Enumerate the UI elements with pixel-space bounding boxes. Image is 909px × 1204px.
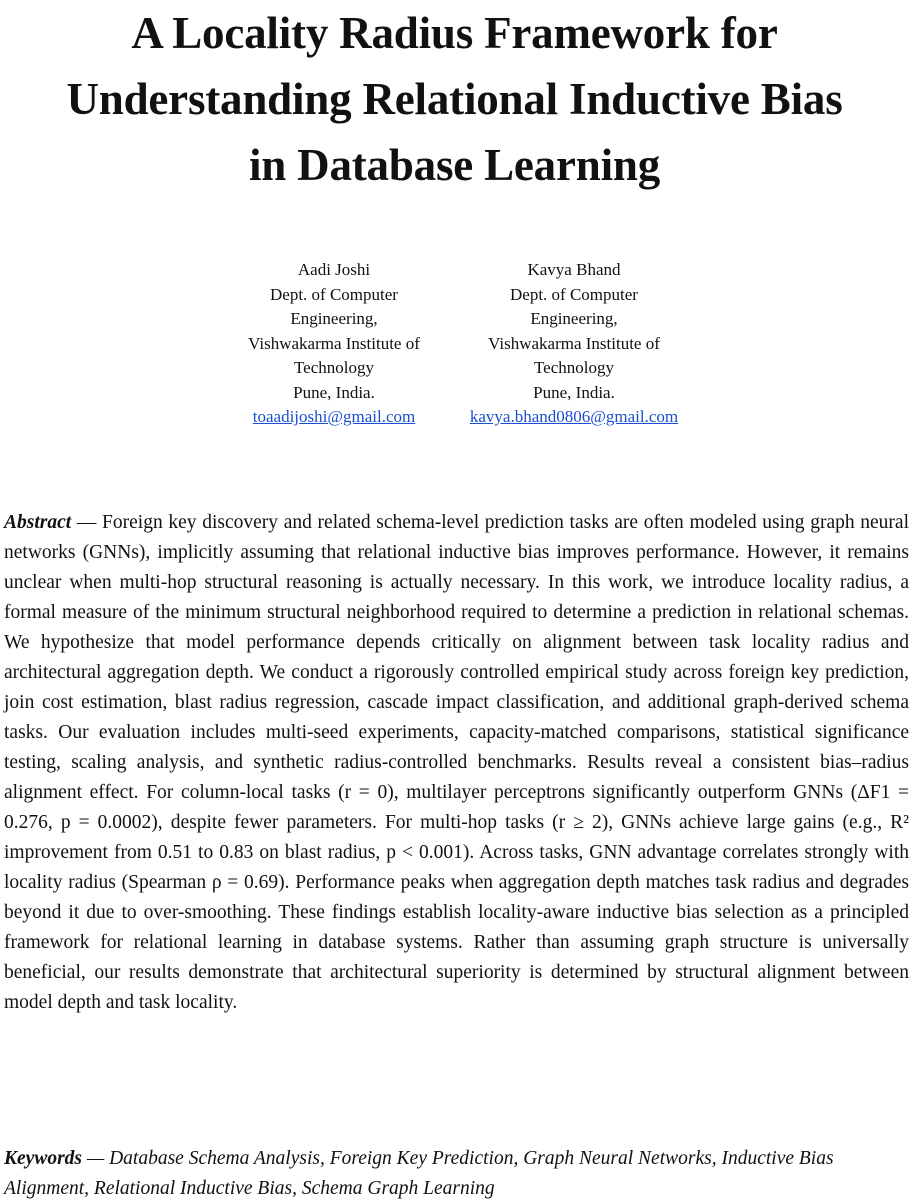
author-1	[229, 258, 439, 430]
title-line-1: A Locality Radius Framework for	[131, 8, 778, 58]
author-2	[469, 258, 679, 430]
title-line-3: in Database Learning	[248, 140, 661, 190]
title-line-2: Understanding Relational Inductive Bias	[66, 74, 843, 124]
author-2-city: Pune, India.	[533, 382, 615, 402]
author-1-city: Pune, India.	[293, 382, 375, 402]
author-2-name: Kavya Bhand	[527, 260, 621, 279]
author-2-dept-line-1: Dept. of Computer	[510, 284, 638, 304]
author-2-dept-line-2: Engineering,	[530, 309, 618, 328]
abstract-separator: —	[71, 512, 103, 533]
author-2-institution-line-1: Vishwakarma Institute of	[488, 333, 660, 353]
author-1-institution-line-2: Technology	[293, 358, 374, 377]
author-1-dept-line-2: Engineering,	[290, 309, 378, 328]
keywords	[4, 1144, 904, 1204]
abstract-text: Foreign key discovery and related schema-level prediction tasks are often modeled using graph neural networks (GNNs), implicitly assuming that relational inductive bias improves performance. However, it remains unclear when multi-hop structural reasoning is actually necessary. In this work, we introduce locality radius, a formal measure of the minimum structural neighborhood required to determine a prediction in relational schemas. We hypothesize that model performance depends critically on alignment between task locality radius and architectural aggregation depth. We conduct a rigorously controlled empirical study across foreign key prediction, join cost estimation, blast radius regression, cascade impact classification, and additional graph-derived schema tasks. Our evaluation includes multi-seed experiments, capacity-matched comparisons, statistical significance testing, scaling analysis, and synthetic radius-controlled benchmarks. Results reveal a consistent bias–radius alignment effect. For column-local tasks (r = 0), multilayer perceptrons significantly outperform GNNs (ΔF1 = 0.276, p = 0.0002), despite fewer parameters. For multi-hop tasks (r ≥ 2), GNNs achieve large gains (e.g., R² improvement from 0.51 to 0.83 on blast radius, p < 0.001). Across tasks, GNN advantage correlates strongly with locality radius (Spearman ρ = 0.69). Performance peaks when aggregation depth matches task radius and degrades beyond it due to over-smoothing. These findings establish locality-aware inductive bias selection as a principled framework for relational learning in database systems. Rather than assuming graph structure is universally beneficial, our results demonstrate that architectural superiority is determined by structural alignment between model depth and task locality.	[4, 512, 909, 1013]
keywords-separator: —	[82, 1148, 110, 1169]
author-1-dept-line-1: Dept. of Computer	[270, 284, 398, 304]
author-2-institution-line-2: Technology	[533, 358, 614, 377]
author-2-email-link[interactable]: kavya.bhand0806@gmail.com	[469, 407, 679, 426]
keywords-text: Database Schema Analysis, Foreign Key Prediction, Graph Neural Networks, Inductive Bias Alignment, Relational Inductive Bias, Schema Graph Learning	[4, 1148, 834, 1199]
author-1-institution-line-1: Vishwakarma Institute of	[248, 333, 420, 353]
author-1-email-link[interactable]: toaadijoshi@gmail.com	[252, 407, 416, 426]
author-1-name: Aadi Joshi	[297, 260, 371, 279]
paper-title	[0, 0, 909, 198]
keywords-label: Keywords	[4, 1148, 82, 1169]
abstract-label: Abstract	[4, 512, 72, 533]
abstract	[4, 508, 909, 1018]
